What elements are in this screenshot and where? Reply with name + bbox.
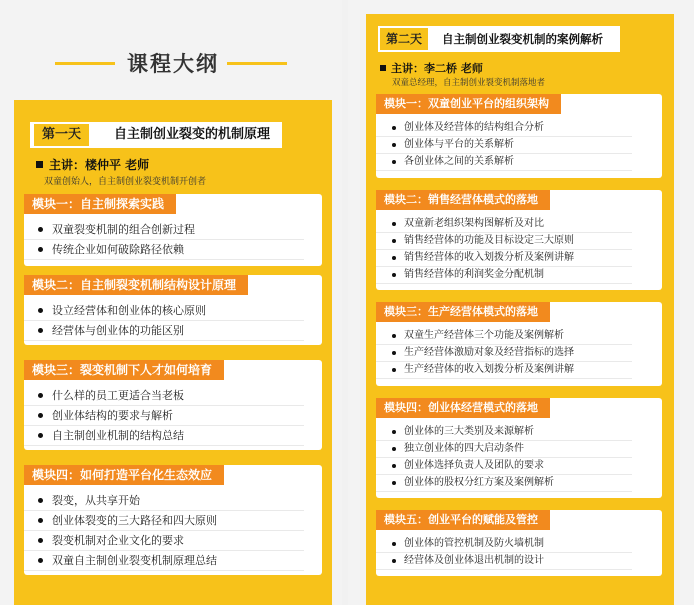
module-items-3 — [24, 386, 322, 446]
list-item: 双童裂变机制的组合创新过程 — [24, 220, 304, 240]
day-tag-2: 第二天 — [380, 28, 428, 50]
speaker-2 — [380, 60, 483, 76]
list-item: 自主制创业机制的结构总结 — [24, 426, 304, 446]
module-card-1 — [24, 194, 322, 266]
day-title: 自主制创业裂变的机制原理 — [114, 127, 271, 142]
right-module-title-2: 模块二：销售经营体模式的落地 — [376, 190, 550, 210]
list-item: 设立经营体和创业体的核心原则 — [24, 301, 304, 321]
day-header — [30, 122, 282, 148]
right-column — [348, 0, 694, 605]
list-item: 双童自主制创业裂变机制原理总结 — [24, 551, 304, 571]
outline-title: 课程大纲 — [127, 52, 219, 76]
module-card-3 — [24, 360, 322, 450]
outline-line-left — [55, 62, 115, 65]
speaker-name-2: 主讲：李二桥 老师 — [391, 62, 483, 75]
right-module-items-1 — [376, 120, 662, 171]
right-module-card-1 — [376, 94, 662, 178]
right-module-card-5 — [376, 510, 662, 576]
list-item: 生产经营体激励对象及经营指标的选择 — [376, 345, 632, 362]
speaker-square-icon-2 — [380, 65, 386, 71]
list-item: 创业体的管控机制及防火墙机制 — [376, 536, 632, 553]
right-panel — [366, 14, 674, 605]
right-module-title-1: 模块一：双童创业平台的组织架构 — [376, 94, 561, 114]
right-module-items-5 — [376, 536, 662, 570]
speaker-desc: 双童创始人，自主制创业裂变机制开创者 — [44, 177, 207, 187]
list-item: 各创业体之间的关系解析 — [376, 154, 632, 171]
day-tag: 第一天 — [34, 124, 89, 146]
list-item: 经营体与创业体的功能区别 — [24, 321, 304, 341]
speaker-name: 主讲：楼仲平 老师 — [49, 158, 150, 172]
list-item: 创业体及经营体的结构组合分析 — [376, 120, 632, 137]
list-item: 销售经营体的利润奖金分配机制 — [376, 267, 632, 284]
left-column — [0, 0, 342, 605]
left-panel — [14, 100, 332, 605]
list-item: 经营体及创业体退出机制的设计 — [376, 553, 632, 570]
module-card-4 — [24, 465, 322, 575]
right-module-items-2 — [376, 216, 662, 284]
list-item: 销售经营体的功能及目标设定三大原则 — [376, 233, 632, 250]
module-title-2: 模块二：自主制裂变机制结构设计原理 — [24, 275, 248, 295]
module-items-4 — [24, 491, 322, 571]
right-module-title-4: 模块四：创业体经营模式的落地 — [376, 398, 550, 418]
list-item: 独立创业体的四大启动条件 — [376, 441, 632, 458]
list-item: 创业体结构的要求与解析 — [24, 406, 304, 426]
outline-line-right — [227, 62, 287, 65]
list-item: 生产经营体的收入划拨分析及案例讲解 — [376, 362, 632, 379]
list-item: 什么样的员工更适合当老板 — [24, 386, 304, 406]
speaker-desc-2: 双童总经理，自主制创业裂变机制落地者 — [392, 78, 546, 88]
right-module-card-4 — [376, 398, 662, 498]
list-item: 传统企业如何破除路径依赖 — [24, 240, 304, 260]
day-title-2: 自主制创业裂变机制的案例解析 — [442, 32, 603, 46]
module-card-2 — [24, 275, 322, 345]
day-header-2 — [378, 26, 620, 52]
right-module-title-5: 模块五：创业平台的赋能及管控 — [376, 510, 550, 530]
list-item: 裂变机制对企业文化的要求 — [24, 531, 304, 551]
right-module-items-3 — [376, 328, 662, 379]
list-item: 创业体与平台的关系解析 — [376, 137, 632, 154]
right-module-title-3: 模块三：生产经营体模式的落地 — [376, 302, 550, 322]
list-item: 裂变，从共享开始 — [24, 491, 304, 511]
speaker-square-icon — [36, 161, 43, 168]
outline-header — [55, 48, 295, 78]
list-item: 创业体的三大类别及来源解析 — [376, 424, 632, 441]
module-items-2 — [24, 301, 322, 341]
list-item: 创业体的股权分红方案及案例解析 — [376, 475, 632, 492]
list-item: 双童生产经营体三个功能及案例解析 — [376, 328, 632, 345]
right-module-card-2 — [376, 190, 662, 290]
list-item: 创业体选择负责人及团队的要求 — [376, 458, 632, 475]
speaker — [36, 156, 149, 173]
module-title-1: 模块一：自主制探索实践 — [24, 194, 176, 214]
list-item: 双童新老组织架构图解析及对比 — [376, 216, 632, 233]
module-title-4: 模块四：如何打造平台化生态效应 — [24, 465, 224, 485]
right-module-items-4 — [376, 424, 662, 492]
right-module-card-3 — [376, 302, 662, 386]
module-title-3: 模块三：裂变机制下人才如何培育 — [24, 360, 224, 380]
list-item: 创业体裂变的三大路径和四大原则 — [24, 511, 304, 531]
list-item: 销售经营体的收入划拨分析及案例讲解 — [376, 250, 632, 267]
module-items-1 — [24, 220, 322, 260]
